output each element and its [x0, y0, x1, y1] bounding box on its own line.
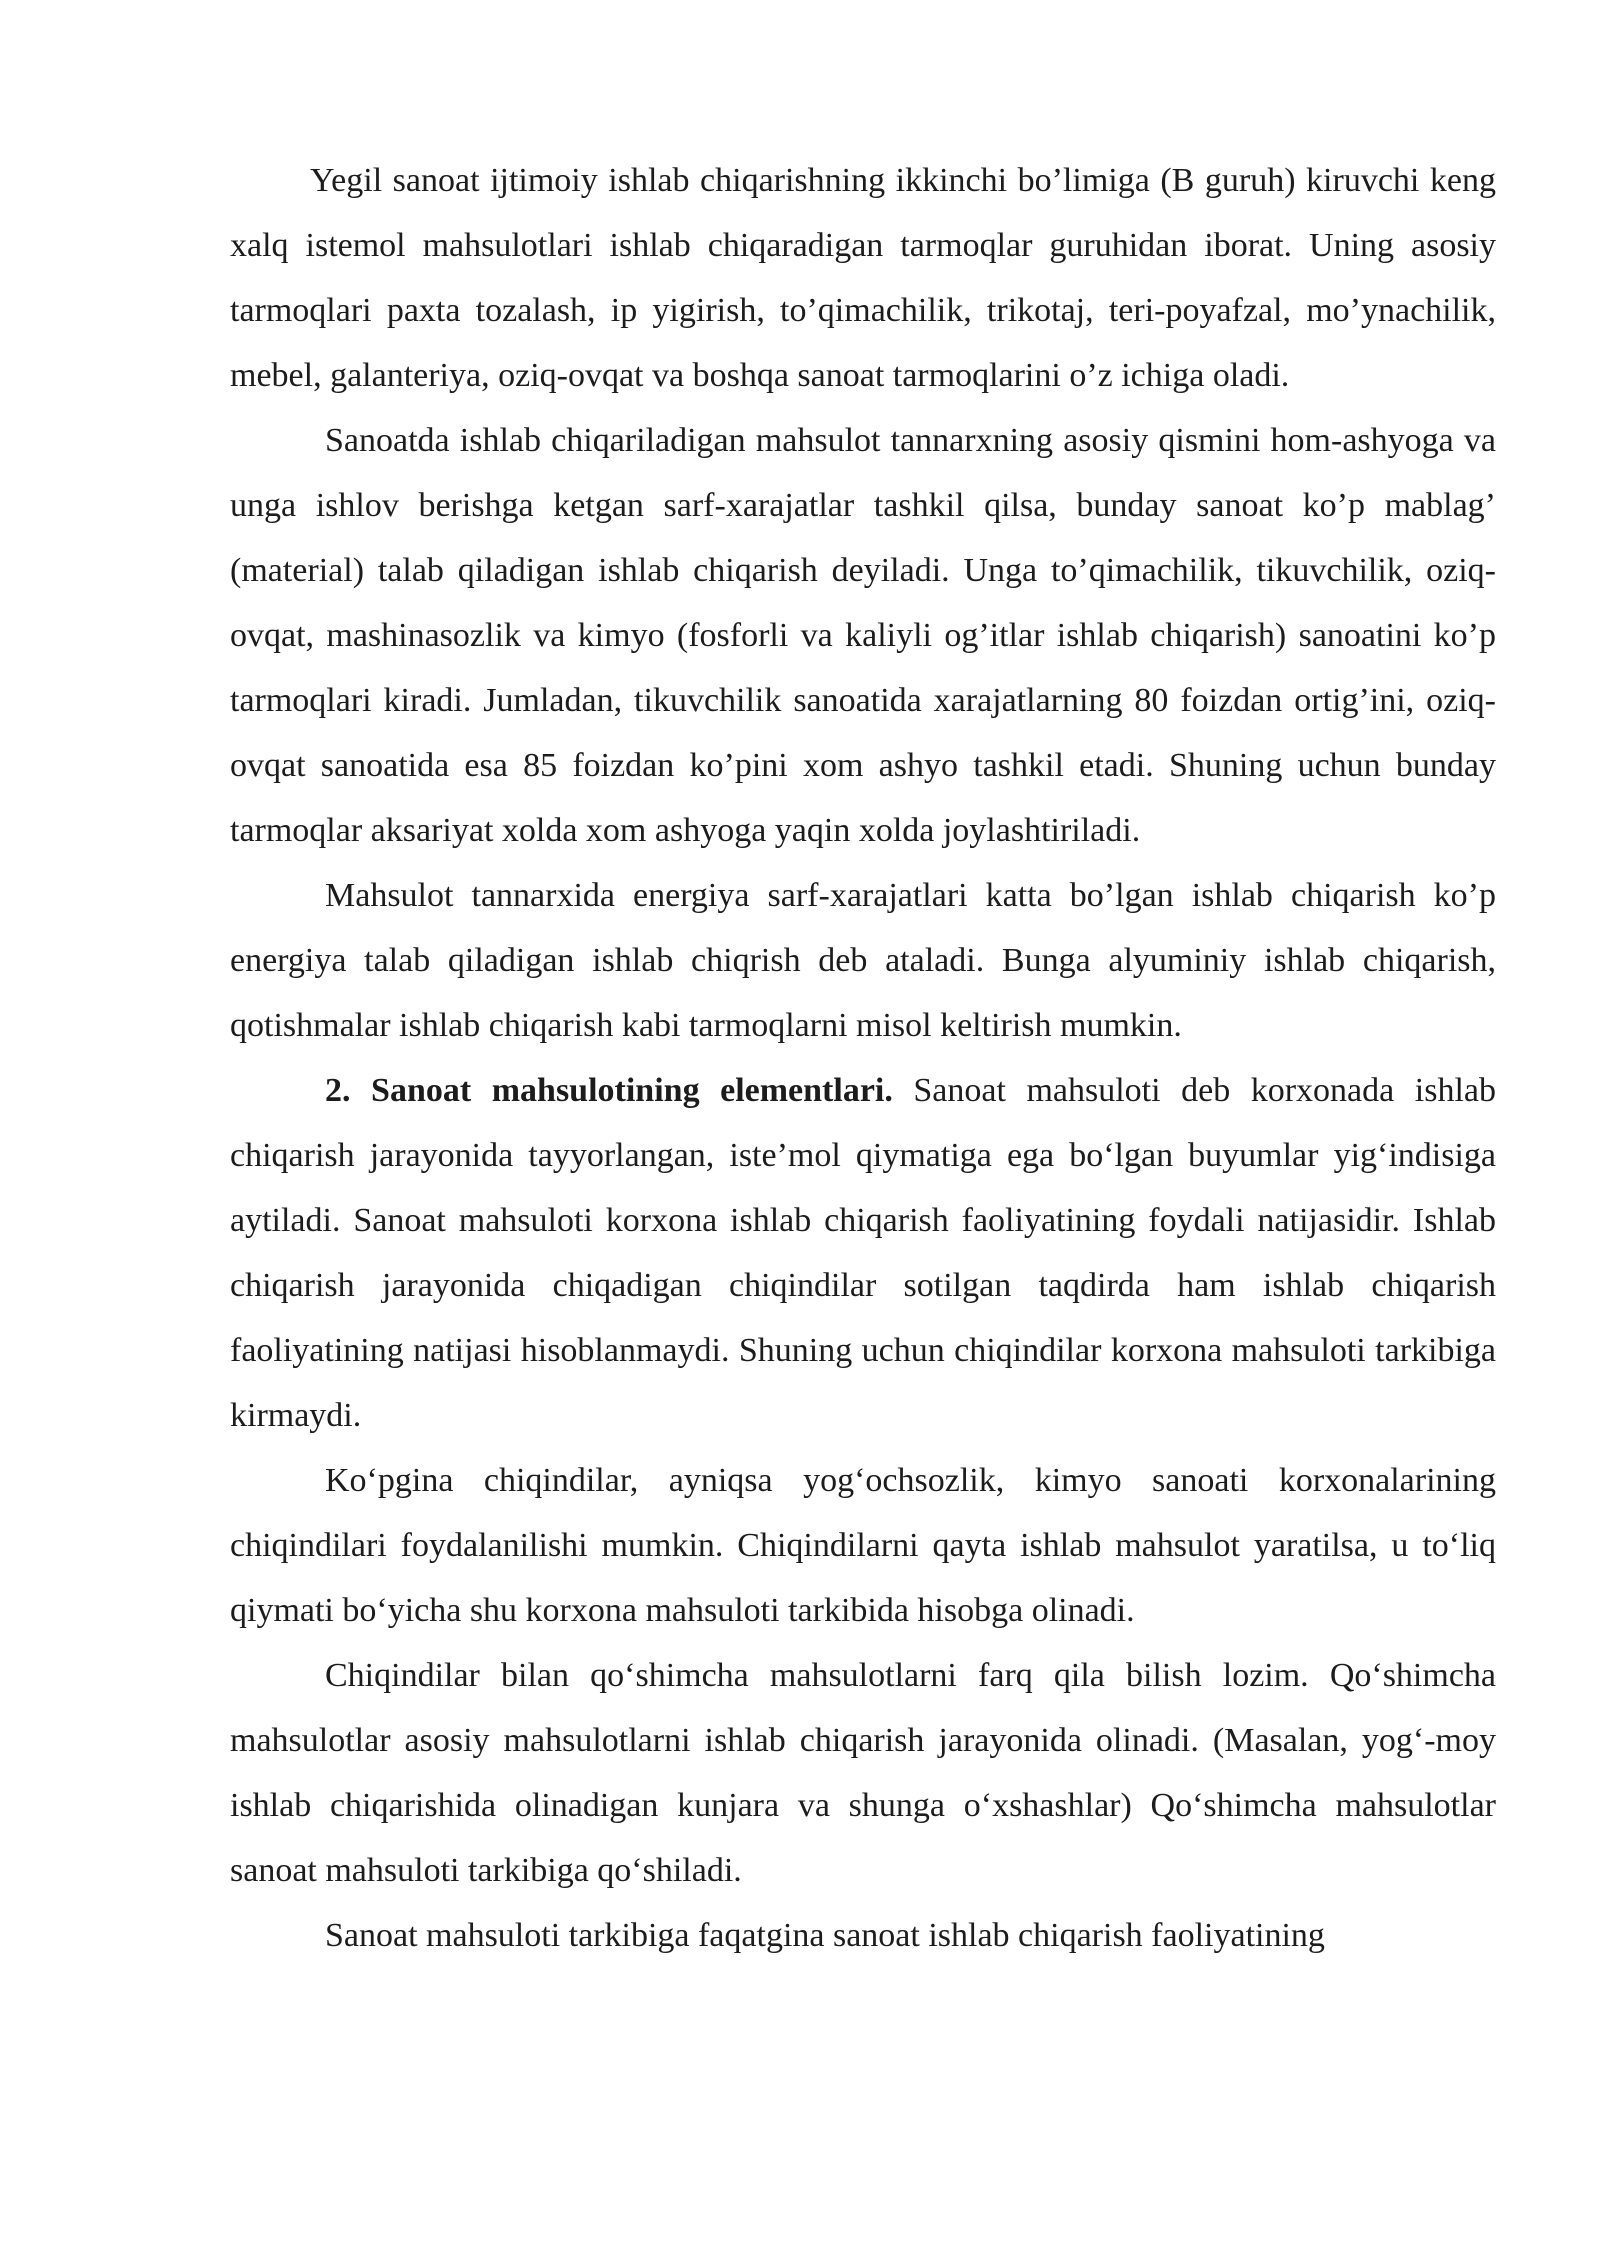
- paragraph-composition: [230, 1903, 1496, 1968]
- paragraph-text: Ko‘pgina chiqindilar, ayniqsa yog‘ochsozlik, kimyo sanoati korxonalarining chiqindilari foydalanilishi mumkin. Chiqindilarni qayta ishlab mahsulot yaratilsa, u to‘liq qiymati bo‘yicha shu korxona mahsuloti tarkibida hisobga olinadi.: [230, 1462, 1496, 1629]
- paragraph-text: Sanoat mahsuloti tarkibiga faqatgina sanoat ishlab chiqarish faoliyatining: [325, 1917, 1325, 1954]
- paragraph-byproducts: [230, 1643, 1496, 1903]
- paragraph-text: Sanoat mahsuloti deb korxonada ishlab chiqarish jarayonida tayyorlangan, iste’mol qiymatiga ega bo‘lgan buyumlar yig‘indisiga aytiladi. Sanoat mahsuloti korxona ishlab chiqarish faoliyatining foydali natijasidir. Ishlab chiqarish jarayonida chiqadigan chiqindilar sotilgan taqdirda ham ishlab chiqarish faoliyatining natijasi hisoblanmaydi. Shuning uchun chiqindilar korxona mahsuloti tarkibiga kirmaydi.: [230, 1072, 1496, 1434]
- paragraph-energy-intensive: [230, 863, 1496, 1058]
- paragraph-section-2: [230, 1058, 1496, 1448]
- paragraph-waste-usage: [230, 1448, 1496, 1643]
- paragraph-text: Yegil sanoat ijtimoiy ishlab chiqarishning ikkinchi bo’limiga (B guruh) kiruvchi keng xalq istemol mahsulotlari ishlab chiqaradigan tarmoqlar guruhidan iborat. Uning asosiy tarmoqlari paxta tozalash, ip yigirish, to’qimachilik, trikotaj, teri-poyafzal, mo’ynachilik, mebel, galanteriya, oziq-ovqat va boshqa sanoat tarmoqlarini o’z ichiga oladi.: [230, 162, 1496, 394]
- paragraph-text: Sanoatda ishlab chiqariladigan mahsulot tannarxning asosiy qismini hom-ashyoga va unga ishlov berishga ketgan sarf-xarajatlar tashkil qilsa, bunday sanoat ko’p mablag’ (material) talab qiladigan ishlab chiqarish deyiladi. Unga to’qimachilik, tikuvchilik, oziq-ovqat, mashinasozlik va kimyo (fosforli va kaliyli og’itlar ishlab chiqarish) sanoatini ko’p tarmoqlari kiradi. Jumladan, tikuvchilik sanoatida xarajatlarning 80 foizdan ortig’ini, oziq-ovqat sanoatida esa 85 foizdan ko’pini xom ashyo tashkil etadi. Shuning uchun bunday tarmoqlar aksariyat xolda xom ashyoga yaqin xolda joylashtiriladi.: [230, 422, 1496, 849]
- paragraph-material-intensive: [230, 408, 1496, 863]
- document-page: [230, 148, 1496, 1968]
- paragraph-text: Mahsulot tannarxida energiya sarf-xarajatlari katta bo’lgan ishlab chiqarish ko’p energiya talab qiladigan ishlab chiqrish deb ataladi. Bunga alyuminiy ishlab chiqarish, qotishmalar ishlab chiqarish kabi tarmoqlarni misol keltirish mumkin.: [230, 877, 1496, 1044]
- paragraph-light-industry: [230, 148, 1496, 408]
- paragraph-text: Chiqindilar bilan qo‘shimcha mahsulotlarni farq qila bilish lozim. Qo‘shimcha mahsulotlar asosiy mahsulotlarni ishlab chiqarish jarayonida olinadi. (Masalan, yog‘-moy ishlab chiqarishida olinadigan kunjara va shunga o‘xshashlar) Qo‘shimcha mahsulotlar sanoat mahsuloti tarkibiga qo‘shiladi.: [230, 1657, 1496, 1889]
- section-heading: 2. Sanoat mahsulotining elementlari.: [325, 1072, 893, 1109]
